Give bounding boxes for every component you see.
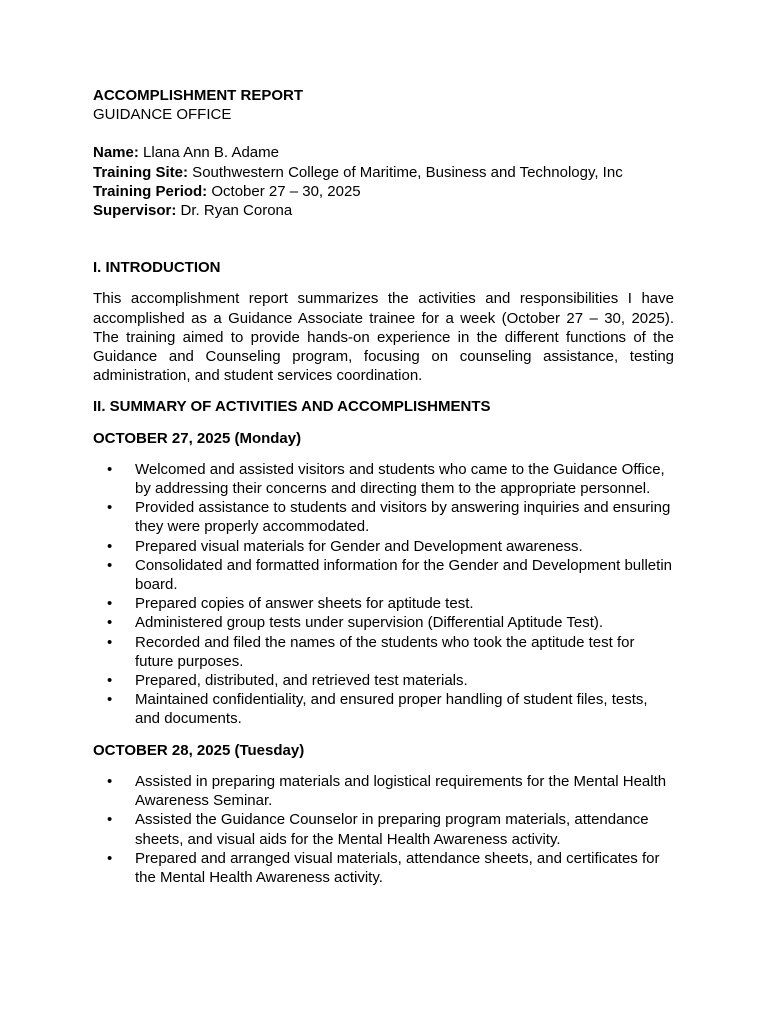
supervisor-value: Dr. Ryan Corona: [176, 202, 293, 220]
list-item: [93, 594, 674, 613]
list-item: [93, 671, 674, 690]
list-item: [93, 498, 674, 536]
list-item-text: Administered group tests under supervision (Differential Aptitude Test).: [135, 614, 604, 632]
list-item: [93, 556, 674, 594]
bullet-icon: •: [107, 499, 113, 517]
period-value: October 27 – 30, 2025: [207, 182, 361, 200]
list-item: [93, 849, 674, 887]
bullet-list-oct-28: [93, 772, 674, 887]
bullet-icon: •: [107, 772, 113, 790]
supervisor-line: [93, 201, 674, 220]
bullet-icon: •: [107, 556, 113, 574]
list-item-text: Prepared copies of answer sheets for aptitude test.: [135, 595, 474, 613]
bullet-icon: •: [107, 691, 113, 709]
bullet-list-oct-27: [93, 460, 674, 729]
list-item-text: Prepared visual materials for Gender and Development awareness.: [135, 537, 583, 555]
bullet-icon: •: [107, 849, 113, 867]
list-item-text: Provided assistance to students and visitors by answering inquiries and ensuring they were properly accommodated.: [135, 499, 671, 536]
list-item-text: Maintained confidentiality, and ensured proper handling of student files, tests, and documents.: [135, 691, 648, 728]
list-item: [93, 772, 674, 810]
name-value: Llana Ann B. Adame: [138, 144, 279, 162]
list-item-text: Assisted in preparing materials and logistical requirements for the Mental Health Awareness Seminar.: [135, 772, 667, 810]
office-name: GUIDANCE OFFICE: [93, 106, 232, 124]
list-item: [93, 810, 674, 848]
list-item: [93, 460, 674, 498]
list-item-text: Consolidated and formatted information for the Gender and Development bulletin board.: [135, 556, 672, 594]
bullet-icon: •: [107, 614, 113, 632]
site-value: Southwestern College of Maritime, Business and Technology, Inc: [188, 163, 623, 181]
list-item-text: Assisted the Guidance Counselor in preparing program materials, attendance sheets, and visual aids for the Mental Health Awareness activity.: [135, 811, 649, 848]
bullet-icon: •: [107, 672, 113, 690]
name-label: Name:: [93, 144, 139, 162]
list-item-text: Recorded and filed the names of the students who took the aptitude test for future purposes.: [135, 633, 635, 670]
site-label: Training Site:: [93, 163, 189, 181]
intro-heading: I. INTRODUCTION: [93, 259, 221, 277]
list-item-text: Prepared and arranged visual materials, attendance sheets, and certificates for the Mental Health Awareness activity.: [135, 849, 660, 886]
list-item: [93, 690, 674, 728]
report-title: ACCOMPLISHMENT REPORT: [93, 87, 303, 104]
day-heading-oct-28: OCTOBER 28, 2025 (Tuesday): [93, 741, 305, 759]
name-line: [93, 143, 674, 162]
bullet-icon: •: [107, 633, 113, 651]
report-content: [93, 86, 674, 887]
period-line: [93, 182, 674, 201]
bullet-icon: •: [107, 460, 113, 478]
summary-heading: II. SUMMARY OF ACTIVITIES AND ACCOMPLISHMENTS: [93, 398, 491, 416]
intro-paragraph: This accomplishment report summarizes the activities and responsibilities I have accomplished as a Guidance Associate trainee for a week (October 27 – 30, 2025). The training aimed to provide hands-on experience in the different functions of the Guidance and Counseling program, focusing on counseling assistance, testing administration, and student services coordination.: [93, 290, 674, 385]
list-item: [93, 537, 674, 556]
list-item: [93, 633, 674, 671]
supervisor-label: Supervisor:: [93, 202, 177, 220]
list-item: [93, 613, 674, 632]
spacer: [93, 124, 674, 143]
trainee-info: [93, 143, 674, 220]
site-line: [93, 163, 674, 182]
day-heading-oct-27: OCTOBER 27, 2025 (Monday): [93, 429, 302, 447]
period-label: Training Period:: [93, 182, 208, 200]
bullet-icon: •: [107, 811, 113, 829]
list-item-text: Welcomed and assisted visitors and students who came to the Guidance Office, by addressing their concerns and directing them to the appropriate personnel.: [135, 460, 665, 498]
bullet-icon: •: [107, 595, 113, 613]
list-item-text: Prepared, distributed, and retrieved test materials.: [135, 672, 468, 690]
bullet-icon: •: [107, 537, 113, 555]
